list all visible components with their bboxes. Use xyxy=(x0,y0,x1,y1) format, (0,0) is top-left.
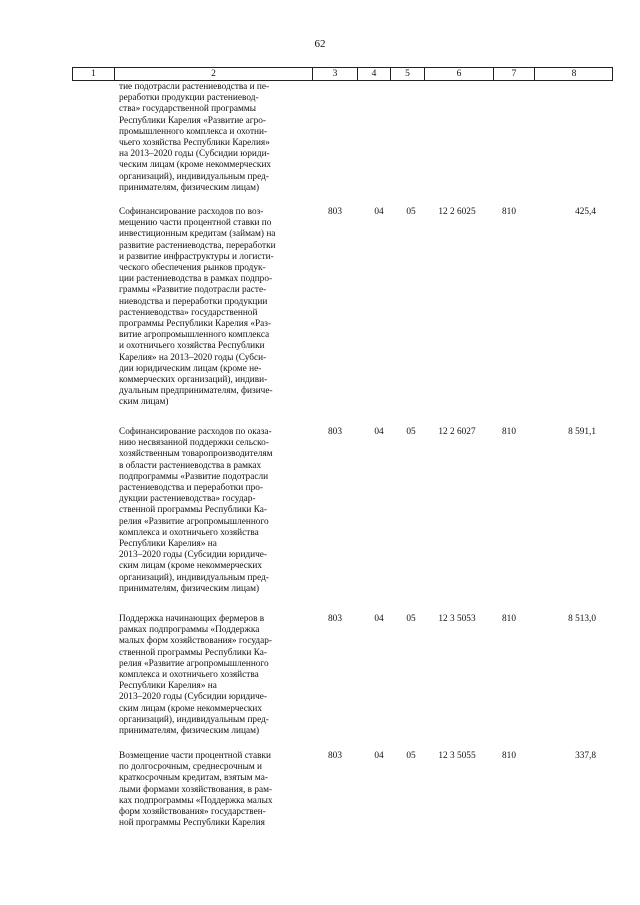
row-subsection-code: 05 xyxy=(406,427,416,437)
row-expense-type: 810 xyxy=(502,427,516,437)
header-col-8: 8 xyxy=(571,69,577,79)
row-subsection-code: 05 xyxy=(406,751,416,761)
table-header-row xyxy=(72,67,613,81)
row-description: Поддержка начинающих фермеров в рамках подпрограммы «Поддержка малых форм хозяйствования» государ- ственной программы Республики Ка- релия «Развитие агропромышленного комплекса и охотничьего хозяйства Республики Карелия» на 2013–2020 годы (Субсидии юридиче- ским лицам (кроме некоммерческих организаций), индивидуальным пред- принимателям, физическим лицам) xyxy=(119,614,273,737)
row-expense-type: 810 xyxy=(502,614,516,624)
row-section-code: 04 xyxy=(374,614,384,624)
row-description: Возмещение части процентной ставки по долгосрочным, среднесрочным и краткосрочным кредитам, взятым ма- лыми формами хозяйствования, в рам- ках подпрограммы «Поддержка малых форм хозяйствования» государствен- ной программы Республики Карелия xyxy=(119,751,273,829)
header-col-6: 6 xyxy=(425,68,494,80)
row-ministry-code: 803 xyxy=(328,427,342,437)
row-section-code: 04 xyxy=(374,427,384,437)
row-description: Софинансирование расходов по оказа- нию несвязанной поддержки сельско- хозяйственным товаропроизводителям в области растениеводства в рамках подпрограммы «Развитие подотрасли растениеводства и переработки про- дукции растениеводства» государ- ственной программы Республики Ка- релия «Развитие агропромышленного комплекса и охотничьего хозяйства Республики Карелия» на 2013–2020 годы (Субсидии юридиче- ским лицам (кроме некоммерческих организаций), индивидуальным пред- принимателям, физическим лицам) xyxy=(119,427,273,594)
row-section-code: 04 xyxy=(374,751,384,761)
header-col-1: 1 xyxy=(73,68,115,80)
header-col-4: 4 xyxy=(358,68,391,80)
row-target-code: 12 2 6025 xyxy=(438,207,476,217)
row-amount: 8 513,0 xyxy=(568,614,596,624)
row-target-code: 12 3 5053 xyxy=(438,614,476,624)
row-description: Софинансирование расходов по воз- мещению части процентной ставки по инвестиционным кредитам (займам) на развитие растениеводства, переработки и развитие инфраструктуры и логисти- ческого обеспечения рынков продук- ции растениеводства в рамках подпро- граммы «Развитие подотрасли расте- ниеводства и переработки продукции растениеводства» государственной программы Республики Карелия «Раз- витие агропромышленного комплекса и охотничьего хозяйства Республики Карелия» на 2013–2020 годы (Субси- дии юридическим лицам (кроме не- коммерческих организаций), индиви- дуальным предпринимателям, физиче- ским лицам) xyxy=(119,207,276,408)
row-ministry-code: 803 xyxy=(328,207,342,217)
row-expense-type: 810 xyxy=(502,751,516,761)
row-target-code: 12 2 6027 xyxy=(438,427,476,437)
row-ministry-code: 803 xyxy=(328,751,342,761)
header-col-5: 5 xyxy=(391,68,425,80)
row-target-code: 12 3 5055 xyxy=(438,751,476,761)
row-amount: 425,4 xyxy=(575,207,596,217)
header-col-3: 3 xyxy=(313,68,358,80)
row-subsection-code: 05 xyxy=(406,614,416,624)
row-subsection-code: 05 xyxy=(406,207,416,217)
row-amount: 337,8 xyxy=(575,751,596,761)
page-number: 62 xyxy=(314,38,326,50)
row-expense-type: 810 xyxy=(502,207,516,217)
row-section-code: 04 xyxy=(374,207,384,217)
row-amount: 8 591,1 xyxy=(568,427,596,437)
row-ministry-code: 803 xyxy=(328,614,342,624)
header-col-2: 2 xyxy=(115,68,313,80)
header-col-7: 7 xyxy=(494,68,535,80)
row-description: тие подотрасли растениеводства и пе- реработки продукции растениевод- ства» государственной программы Республики Карелия «Развитие агро- промышленного комплекса и охотни- чьего хозяйства Республики Карелия» на 2013–2020 годы (Субсидии юриди- ческим лицам (кроме некоммерческих организаций), индивидуальным пред- принимателям, физическим лицам) xyxy=(119,82,272,193)
